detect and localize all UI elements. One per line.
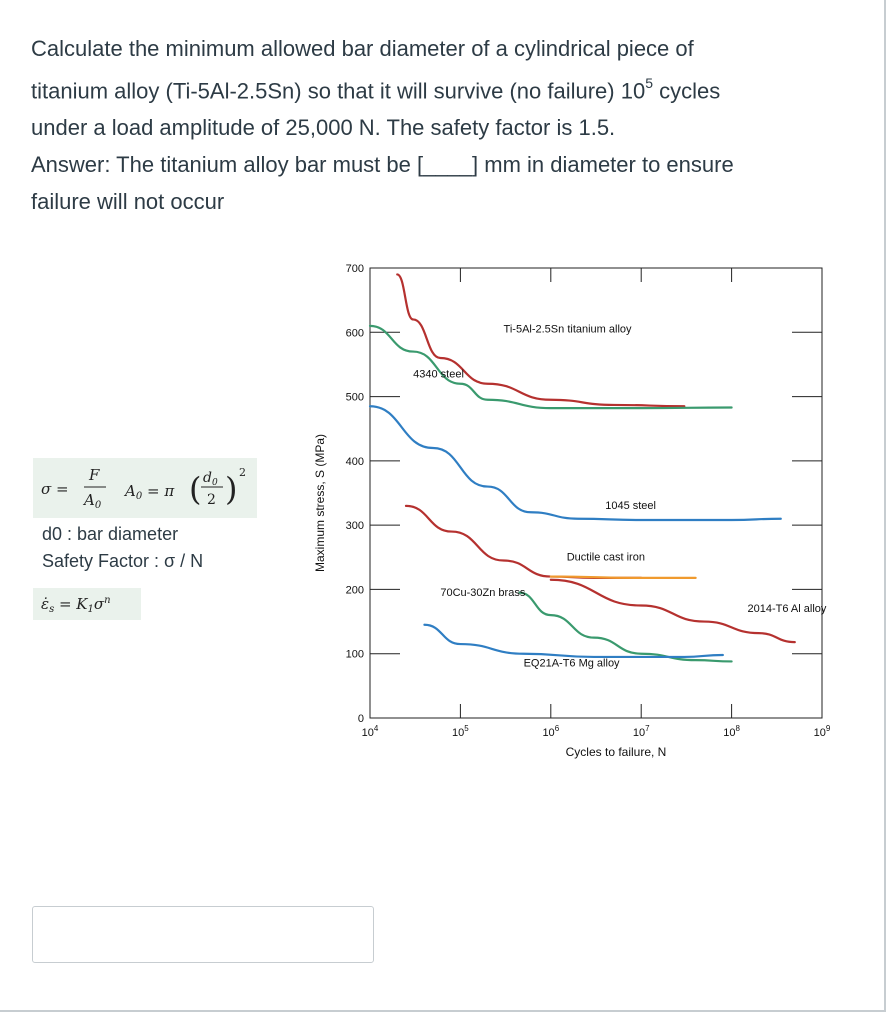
formula-right-paren: ) <box>225 470 238 508</box>
stress-area-formula <box>33 458 257 518</box>
y-tick-label: 300 <box>345 520 364 533</box>
question-line-5: failure will not occur <box>31 189 225 215</box>
question-text <box>31 30 821 220</box>
series-label: EQ21A-T6 Mg alloy <box>523 657 620 670</box>
question-line-2-tail: cycles <box>652 78 721 104</box>
x-tick-label: $10^8$ <box>723 724 740 739</box>
strain-formula-graphic <box>33 588 141 620</box>
formula-graphic <box>33 458 257 518</box>
x-tick-label: $10^9$ <box>813 724 831 739</box>
x-tick-label: $10^4$ <box>361 724 379 739</box>
y-tick-label: 700 <box>345 263 364 275</box>
formula-area: $A_0$ <box>84 491 102 511</box>
question-line-2-text: titanium alloy (Ti-5Al-2.5Sn) so that it will survive (no failure) 10 <box>31 78 646 104</box>
y-tick-label: 200 <box>345 584 364 597</box>
y-tick-label: 600 <box>345 327 364 340</box>
series-label: 4340 steel <box>413 368 464 381</box>
y-tick-label: 400 <box>345 455 364 468</box>
strain-epsilon: $\varepsiloṅ_s = K_1\sigma^n$ <box>41 595 111 615</box>
series-label: 70Cu-30Zn brass <box>440 586 526 599</box>
y-tick-label: 100 <box>345 648 364 661</box>
series-line-70cu-30zn-brass <box>519 593 731 662</box>
question-line-2 <box>31 67 821 109</box>
question-line-1: Calculate the minimum allowed bar diameter of a cylindrical piece of <box>31 36 694 61</box>
x-axis-label: Cycles to failure, N <box>565 745 667 759</box>
series-label: 2014-T6 Al alloy <box>747 602 827 615</box>
series-line-ductile-cast-iron <box>406 506 641 578</box>
answer-input[interactable] <box>32 906 374 963</box>
y-tick-label: 0 <box>357 713 364 725</box>
series-line-ductile-cast-iron <box>551 577 696 578</box>
plot-frame <box>370 268 822 718</box>
formula-left-paren: ( <box>189 470 202 508</box>
series-label: Ti-5Al-2.5Sn titanium alloy <box>503 323 632 336</box>
d0-label: d0 : bar diameter <box>42 524 179 544</box>
question-line-3: under a load amplitude of 25,000 N. The safety factor is 1.5. <box>31 115 616 141</box>
formula-force: F <box>89 466 100 484</box>
series-line-eq21a-t6-mg-alloy <box>424 625 722 657</box>
formula-sigma-symbol: σ = <box>41 480 69 498</box>
formula-square: 2 <box>239 466 246 479</box>
formula-two: 2 <box>207 492 216 508</box>
series-line-4340-steel <box>370 326 732 408</box>
series-line-1045-steel <box>370 406 781 520</box>
x-tick-label: $10^7$ <box>632 724 650 739</box>
series-label: 1045 steel <box>605 500 656 513</box>
question-line-2-exponent: 5 <box>645 75 653 91</box>
formula-d0: $d_0$ <box>203 470 218 488</box>
question-line-4: Answer: The titanium alloy bar must be [____] mm in diameter to ensure <box>31 152 734 178</box>
y-tick-label: 500 <box>345 391 364 404</box>
series-label: Ductile cast iron <box>566 551 645 564</box>
sn-fatigue-chart <box>300 250 840 770</box>
safety-factor-label: Safety Factor : σ / N <box>42 551 204 571</box>
x-tick-label: $10^5$ <box>452 724 469 739</box>
strain-rate-formula <box>33 588 141 620</box>
y-axis-label: Maximum stress, S (MPa) <box>313 433 327 573</box>
series-line-ti-5al-2-5sn-titanium-alloy <box>397 274 684 406</box>
formula-area-lhs: $A_0 = \pi$ <box>125 482 175 502</box>
x-tick-label: $10^6$ <box>542 724 560 739</box>
